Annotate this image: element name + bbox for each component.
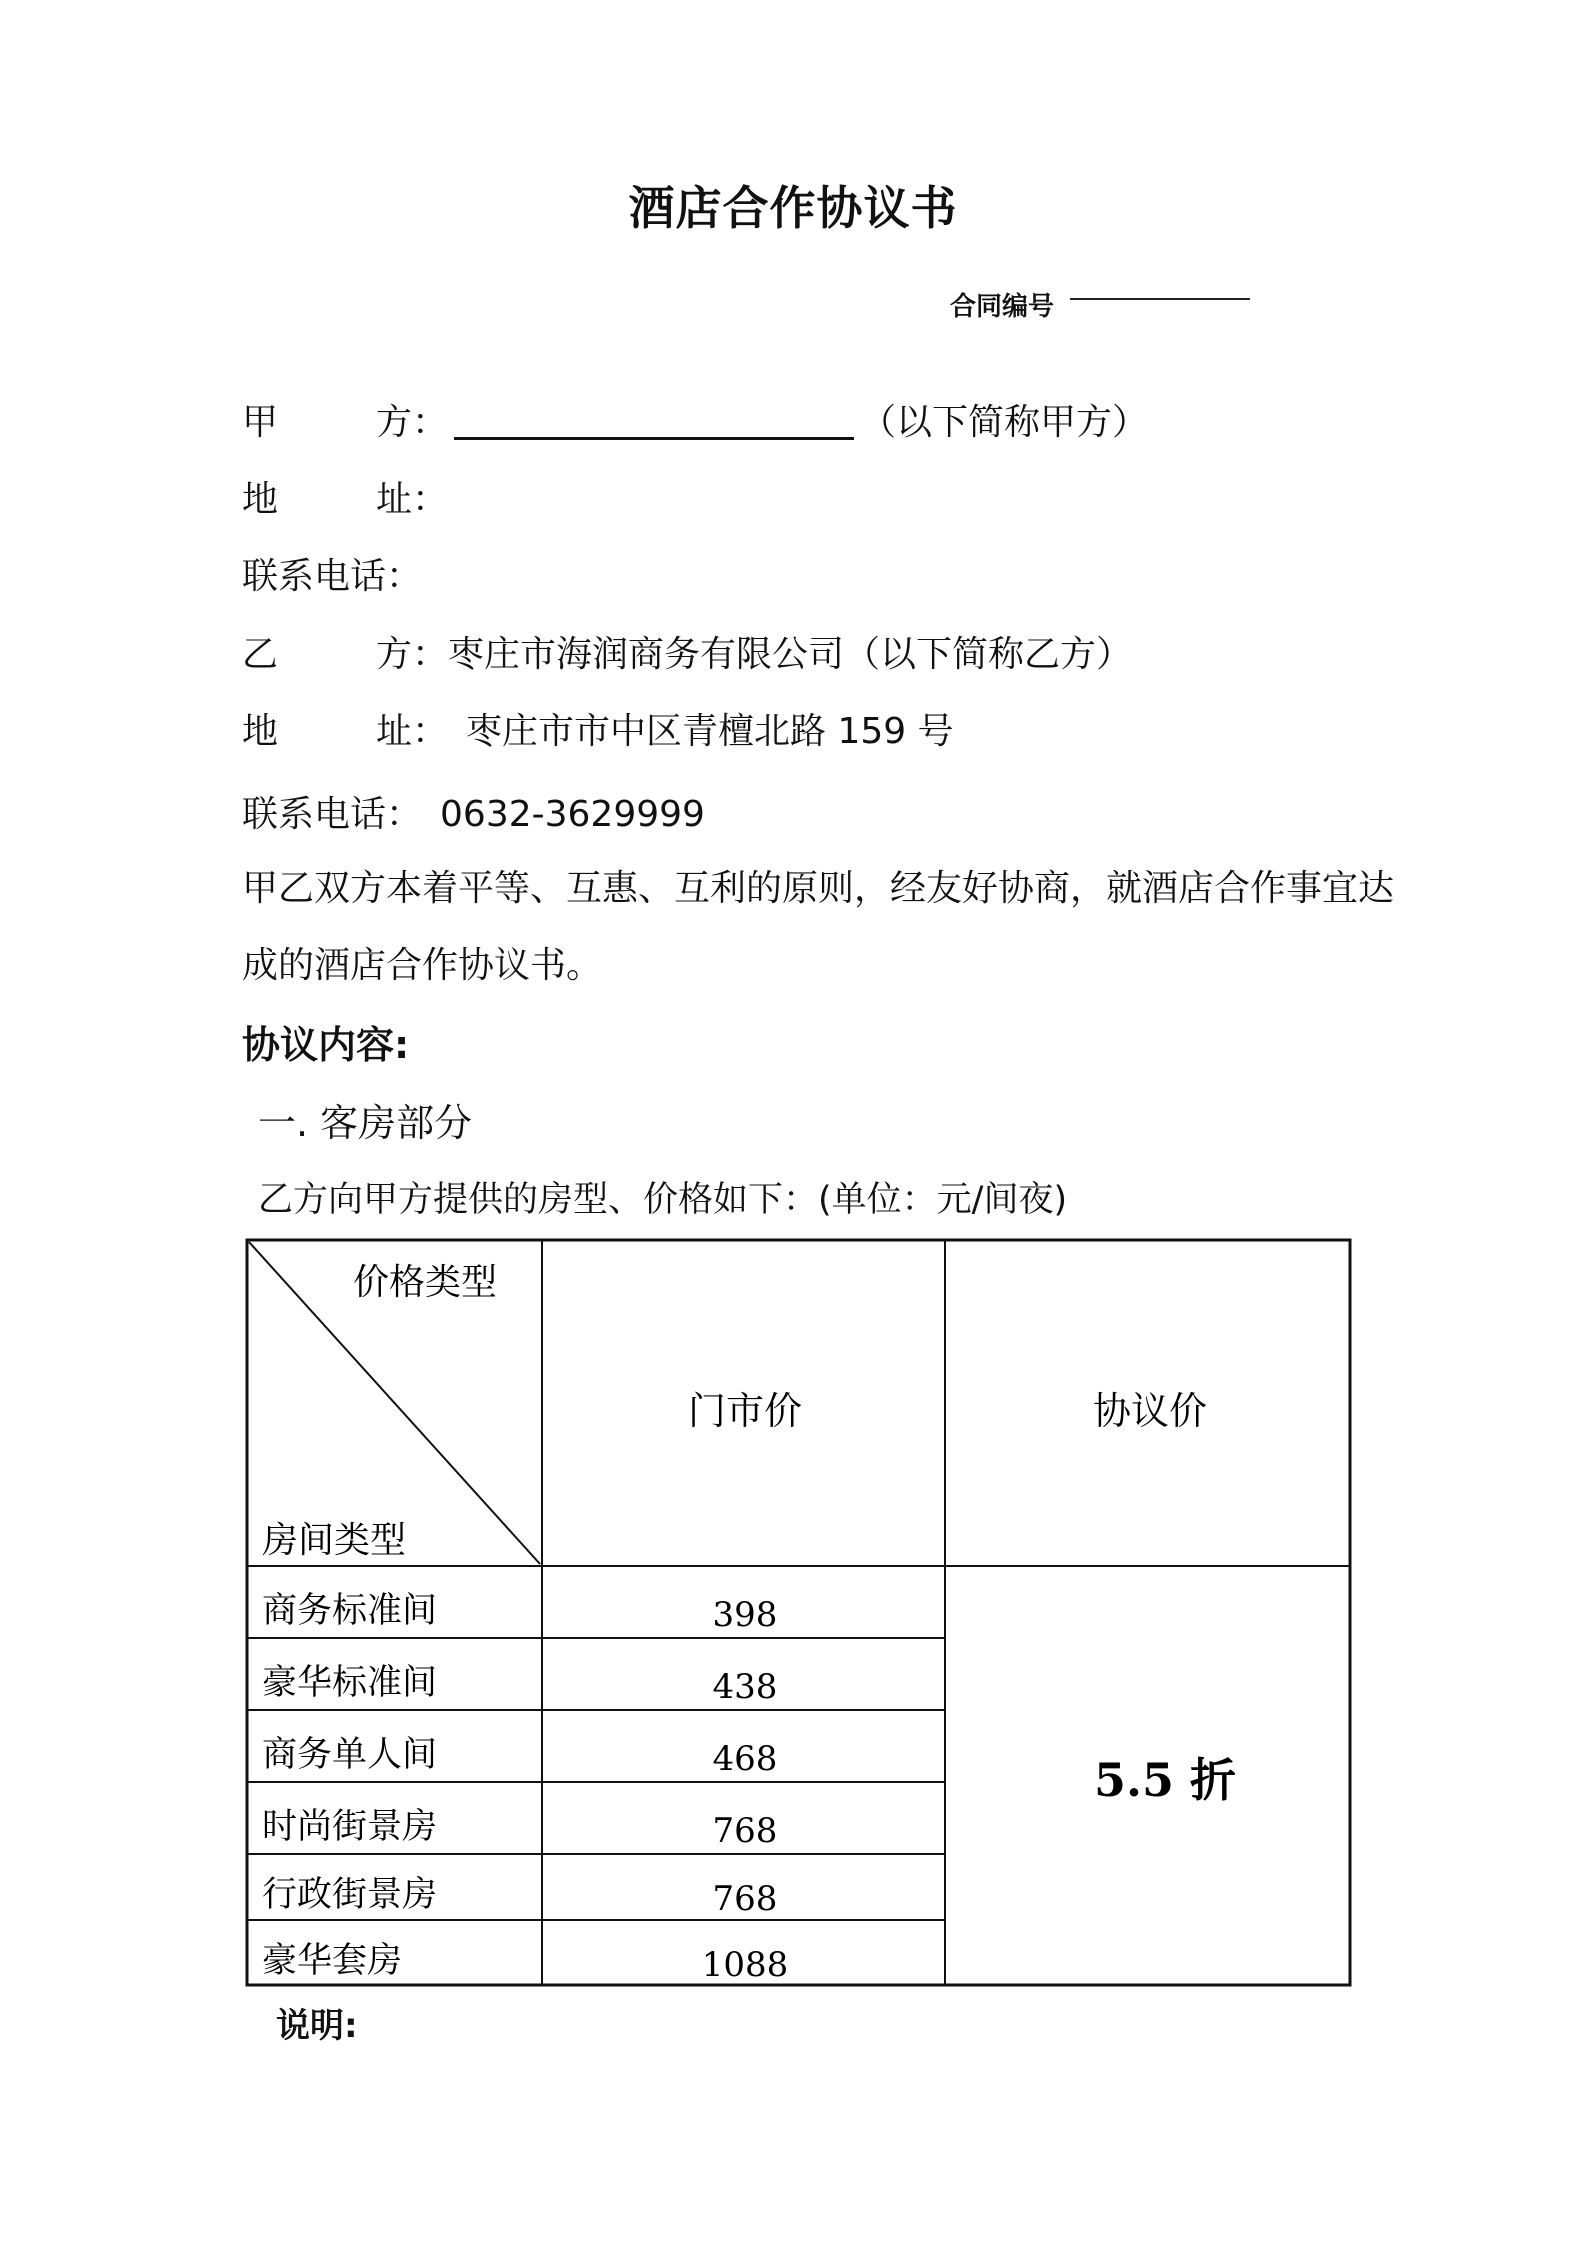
party-b-label-left: 乙 [242,634,279,675]
room-type-cell: 时尚街景房 [262,1807,438,1847]
corner-room-type: 房间类型 [262,1520,407,1561]
retail-price-cell: 438 [712,1667,778,1707]
room-type-cell: 豪华套房 [262,1941,403,1981]
intro-line-2: 成的酒店合作协议书。 [242,945,603,986]
party-b-phone: 0632-3629999 [440,794,705,835]
party-b-label-right: 方： [376,634,449,675]
party-a-address-right: 址： [376,479,449,520]
party-a-address-left: 地 [242,479,279,520]
retail-price-cell: 1088 [701,1945,789,1985]
room-type-cell: 商务标准间 [262,1591,438,1631]
corner-price-type: 价格类型 [352,1262,498,1303]
col-header-agreement: 协议价 [1092,1389,1208,1433]
intro-line-1: 甲乙双方本着平等、互惠、互利的原则，经友好协商，就酒店合作事宜达 [242,868,1395,909]
room-type-cell: 商务单人间 [262,1735,438,1775]
party-a-label-left: 甲 [242,402,279,443]
retail-price-cell: 768 [712,1811,778,1851]
agreement-discount: 5.5 折 [1093,1753,1237,1807]
party-a-phone-label: 联系电话： [242,556,423,597]
party-a-label-right: 方： [376,402,449,443]
party-b-address: 枣庄市市中区青檀北路 159 号 [466,711,954,752]
note-label: 说明: [276,2006,358,2046]
party-a-suffix: （以下简称甲方） [860,402,1149,443]
retail-price-cell: 468 [712,1739,778,1779]
room-type-cell: 豪华标准间 [262,1663,438,1703]
party-b-address-left: 地 [242,711,279,752]
room-type-cell: 行政街景房 [262,1875,438,1915]
party-b-address-right: 址： [376,711,449,752]
document-title: 酒店合作协议书 [628,181,958,235]
content-heading: 协议内容: [242,1023,410,1067]
col-header-retail: 门市价 [687,1389,803,1433]
retail-price-cell: 398 [712,1595,778,1635]
party-b-phone-label: 联系电话： [242,794,423,835]
section-1-description: 乙方向甲方提供的房型、价格如下：(单位：元/间夜) [258,1180,1068,1220]
retail-price-cell: 768 [712,1879,778,1919]
section-1-heading: 一. 客房部分 [258,1101,473,1145]
contract-number-label: 合同编号 [950,292,1055,322]
party-b-name: 枣庄市海润商务有限公司（以下简称乙方） [448,634,1133,675]
